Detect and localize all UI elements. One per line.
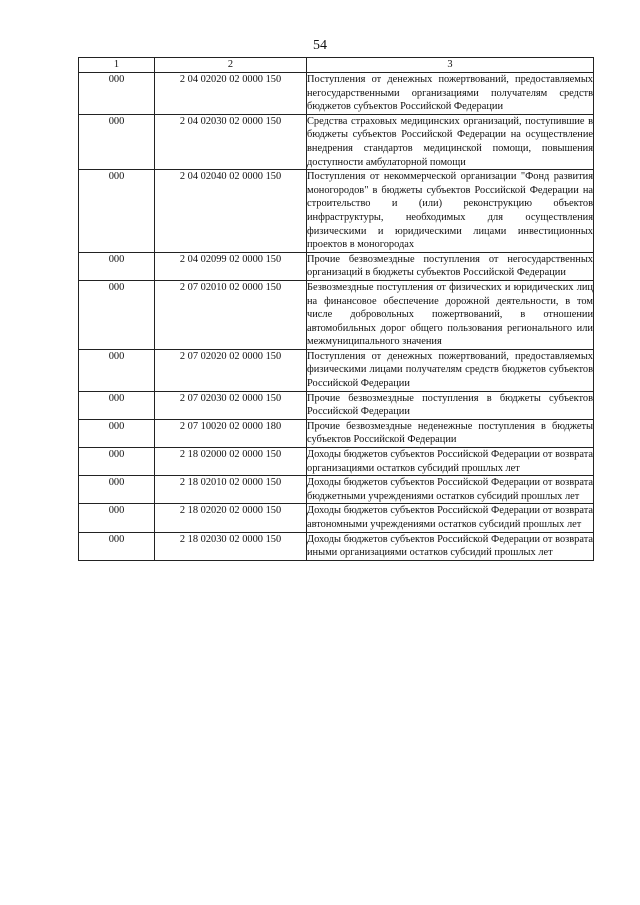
budget-code-cell: 2 18 02010 02 0000 150 bbox=[155, 476, 307, 504]
budget-code-cell: 2 18 02020 02 0000 150 bbox=[155, 504, 307, 532]
admin-code-cell: 000 bbox=[79, 280, 155, 349]
description-cell: Прочие безвозмездные неденежные поступления в бюджеты субъектов Российской Федерации bbox=[307, 419, 594, 447]
table-row bbox=[79, 349, 594, 391]
description-cell: Прочие безвозмездные поступления в бюджеты субъектов Российской Федерации bbox=[307, 391, 594, 419]
budget-code-cell: 2 04 02099 02 0000 150 bbox=[155, 252, 307, 280]
budget-code-cell: 2 04 02020 02 0000 150 bbox=[155, 73, 307, 115]
budget-code-cell: 2 07 10020 02 0000 180 bbox=[155, 419, 307, 447]
admin-code-cell: 000 bbox=[79, 391, 155, 419]
admin-code-cell: 000 bbox=[79, 252, 155, 280]
description-cell: Поступления от денежных пожертвований, предоставляемых негосударственными организациями получателям средств бюджетов субъектов Российской Федерации bbox=[307, 73, 594, 115]
table-row bbox=[79, 504, 594, 532]
table-row bbox=[79, 170, 594, 253]
budget-code-cell: 2 07 02010 02 0000 150 bbox=[155, 280, 307, 349]
admin-code-cell: 000 bbox=[79, 504, 155, 532]
admin-code-cell: 000 bbox=[79, 170, 155, 253]
description-cell: Поступления от денежных пожертвований, предоставляемых физическими лицами получателям средств бюджетов субъектов Российской Федерации bbox=[307, 349, 594, 391]
description-cell: Прочие безвозмездные поступления от негосударственных организаций в бюджеты субъектов Российской Федерации bbox=[307, 252, 594, 280]
column-header: 2 bbox=[155, 58, 307, 73]
budget-code-cell: 2 07 02030 02 0000 150 bbox=[155, 391, 307, 419]
budget-code-cell: 2 18 02000 02 0000 150 bbox=[155, 448, 307, 476]
admin-code-cell: 000 bbox=[79, 419, 155, 447]
column-header: 1 bbox=[79, 58, 155, 73]
table-row bbox=[79, 448, 594, 476]
table-row bbox=[79, 532, 594, 560]
description-cell: Средства страховых медицинских организаций, поступившие в бюджеты субъектов Российской Федерации на осуществление внедрения стандартов медицинской помощи, повышения доступности амбулаторной помощи bbox=[307, 114, 594, 169]
description-cell: Доходы бюджетов субъектов Российской Федерации от возврата иными организациями остатков субсидий прошлых лет bbox=[307, 532, 594, 560]
table-row bbox=[79, 419, 594, 447]
page-number: 54 bbox=[313, 38, 327, 53]
admin-code-cell: 000 bbox=[79, 114, 155, 169]
table-row bbox=[79, 391, 594, 419]
description-cell: Доходы бюджетов субъектов Российской Федерации от возврата бюджетными учреждениями остатков субсидий прошлых лет bbox=[307, 476, 594, 504]
column-header: 3 bbox=[307, 58, 594, 73]
admin-code-cell: 000 bbox=[79, 448, 155, 476]
admin-code-cell: 000 bbox=[79, 476, 155, 504]
table-row bbox=[79, 73, 594, 115]
budget-code-cell: 2 18 02030 02 0000 150 bbox=[155, 532, 307, 560]
header-row bbox=[79, 58, 594, 73]
budget-code-cell: 2 04 02030 02 0000 150 bbox=[155, 114, 307, 169]
admin-code-cell: 000 bbox=[79, 73, 155, 115]
description-cell: Доходы бюджетов субъектов Российской Федерации от возврата организациями остатков субсидий прошлых лет bbox=[307, 448, 594, 476]
description-cell: Поступления от некоммерческой организации "Фонд развития моногородов" в бюджеты субъектов Российской Федерации на строительство и (или) реконструкцию объектов инфраструктуры, необходимых для осуществления физическими и юридическими лицами инвестиционных проектов в моногородах bbox=[307, 170, 594, 253]
budget-code-cell: 2 04 02040 02 0000 150 bbox=[155, 170, 307, 253]
description-cell: Доходы бюджетов субъектов Российской Федерации от возврата автономными учреждениями остатков субсидий прошлых лет bbox=[307, 504, 594, 532]
table-row bbox=[79, 252, 594, 280]
table-row bbox=[79, 476, 594, 504]
admin-code-cell: 000 bbox=[79, 349, 155, 391]
table-row bbox=[79, 280, 594, 349]
admin-code-cell: 000 bbox=[79, 532, 155, 560]
budget-codes-table bbox=[78, 57, 594, 561]
table-row bbox=[79, 114, 594, 169]
budget-code-cell: 2 07 02020 02 0000 150 bbox=[155, 349, 307, 391]
description-cell: Безвозмездные поступления от физических и юридических лиц на финансовое обеспечение дорожной деятельности, в том числе добровольных пожертвований, в отношении автомобильных дорог общего пользования регионального или межмуниципального значения bbox=[307, 280, 594, 349]
